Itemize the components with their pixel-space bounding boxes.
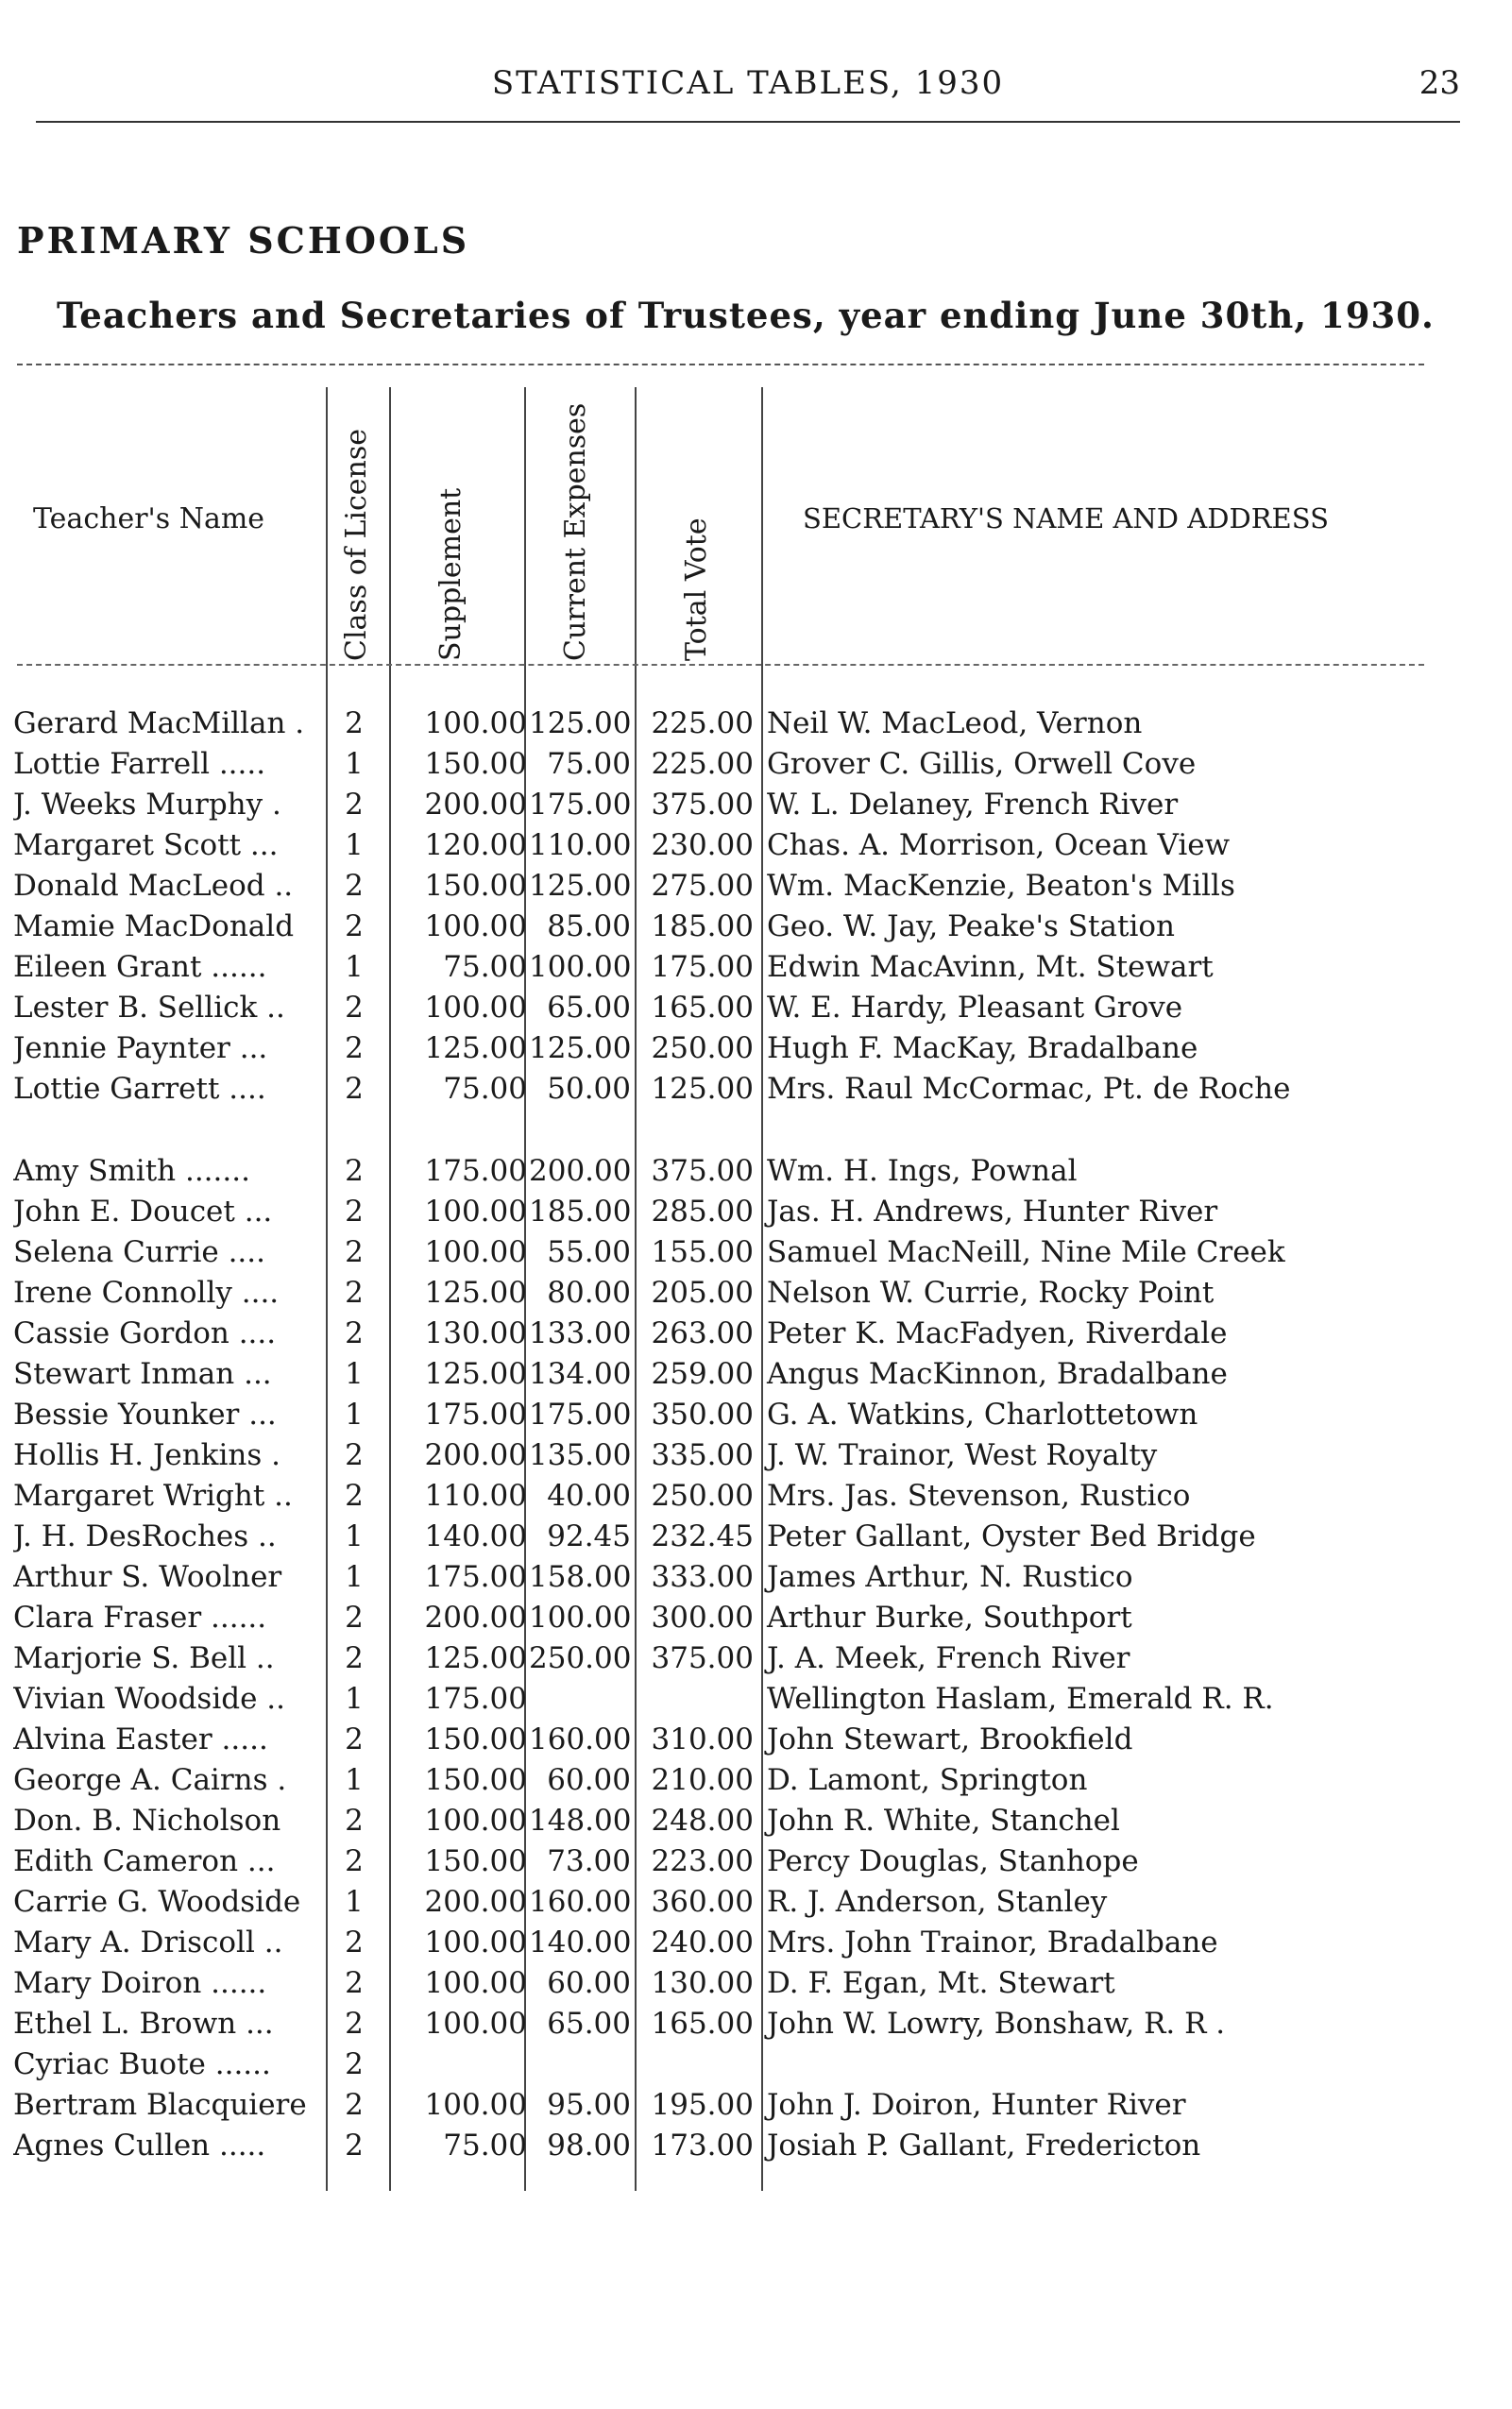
cell-total-vote: 350.00 [651,1398,754,1432]
header-teacher-name: Teacher's Name [33,502,265,535]
cell-secretary: Josiah P. Gallant, Fredericton [767,2129,1201,2163]
header-supplement: Supplement [434,487,467,661]
cell-class-of-license: 2 [345,1438,364,1472]
cell-teacher-name: Cassie Gordon .... [13,1316,277,1350]
table-row [0,1560,1512,1601]
cell-secretary: Edwin MacAvinn, Mt. Stewart [767,950,1214,984]
cell-supplement: 100.00 [424,1195,527,1229]
cell-supplement: 140.00 [424,1519,527,1553]
cell-class-of-license: 2 [345,2007,364,2041]
cell-supplement: 100.00 [424,1966,527,2000]
cell-supplement: 100.00 [424,1804,527,1838]
cell-secretary: John Stewart, Brookfield [767,1722,1133,1756]
cell-supplement: 200.00 [424,788,527,822]
cell-current-expenses: 80.00 [547,1276,631,1310]
cell-current-expenses: 135.00 [529,1438,632,1472]
table-row [0,1844,1512,1885]
cell-total-vote: 173.00 [651,2129,754,2163]
cell-secretary: Arthur Burke, Southport [767,1601,1132,1635]
cell-class-of-license: 2 [345,1804,364,1838]
cell-class-of-license: 1 [345,828,364,862]
cell-total-vote: 360.00 [651,1885,754,1919]
cell-class-of-license: 1 [345,1398,364,1432]
cell-class-of-license: 2 [345,1601,364,1635]
cell-secretary: Jas. H. Andrews, Hunter River [767,1195,1218,1229]
cell-supplement: 125.00 [424,1031,527,1065]
cell-class-of-license: 1 [345,1357,364,1391]
table-row [0,828,1512,869]
cell-supplement: 125.00 [424,1276,527,1310]
cell-total-vote: 165.00 [651,2007,754,2041]
cell-class-of-license: 2 [345,1072,364,1106]
cell-current-expenses: 92.45 [547,1519,631,1553]
cell-secretary: Neil W. MacLeod, Vernon [767,706,1143,740]
cell-total-vote: 248.00 [651,1804,754,1838]
cell-supplement: 150.00 [424,1722,527,1756]
table-row [0,1398,1512,1438]
cell-supplement: 175.00 [424,1398,527,1432]
cell-teacher-name: Amy Smith ....... [13,1154,250,1188]
cell-current-expenses: 160.00 [529,1722,632,1756]
table-row [0,1154,1512,1195]
cell-current-expenses: 250.00 [529,1641,632,1675]
cell-class-of-license: 2 [345,1235,364,1269]
cell-current-expenses: 110.00 [529,828,632,862]
cell-teacher-name: Hollis H. Jenkins . [13,1438,280,1472]
cell-supplement: 150.00 [424,869,527,903]
cell-current-expenses: 65.00 [547,991,631,1025]
cell-current-expenses: 65.00 [547,2007,631,2041]
cell-total-vote: 240.00 [651,1926,754,1959]
cell-class-of-license: 2 [345,788,364,822]
cell-teacher-name: Margaret Wright .. [13,1479,293,1513]
cell-supplement: 100.00 [424,1235,527,1269]
cell-current-expenses: 200.00 [529,1154,632,1188]
cell-teacher-name: Alvina Easter ..... [13,1722,268,1756]
cell-secretary: John R. White, Stanchel [767,1804,1120,1838]
cell-secretary: Peter K. MacFadyen, Riverdale [767,1316,1228,1350]
cell-supplement: 100.00 [424,2007,527,2041]
table-row [0,1031,1512,1072]
cell-total-vote: 205.00 [651,1276,754,1310]
cell-secretary: W. E. Hardy, Pleasant Grove [767,991,1183,1025]
table-row [0,1966,1512,2007]
cell-current-expenses: 175.00 [529,1398,632,1432]
cell-class-of-license: 2 [345,1031,364,1065]
cell-teacher-name: Gerard MacMillan . [13,706,305,740]
cell-total-vote: 250.00 [651,1031,754,1065]
cell-secretary: D. Lamont, Springton [767,1763,1088,1797]
cell-total-vote: 195.00 [651,2088,754,2122]
cell-secretary: James Arthur, N. Rustico [767,1560,1133,1594]
cell-teacher-name: George A. Cairns . [13,1763,287,1797]
cell-total-vote: 335.00 [651,1438,754,1472]
header-class-of-license: Class of License [340,428,373,661]
cell-supplement: 150.00 [424,1844,527,1878]
cell-supplement: 110.00 [424,1479,527,1513]
cell-class-of-license: 1 [345,1885,364,1919]
cell-class-of-license: 2 [345,1479,364,1513]
cell-teacher-name: Lottie Farrell ..... [13,747,266,781]
cell-current-expenses: 98.00 [547,2129,631,2163]
cell-total-vote: 125.00 [651,1072,754,1106]
cell-secretary: John W. Lowry, Bonshaw, R. R . [767,2007,1226,2041]
cell-total-vote: 310.00 [651,1722,754,1756]
cell-supplement: 150.00 [424,1763,527,1797]
cell-current-expenses: 175.00 [529,788,632,822]
cell-class-of-license: 2 [345,909,364,943]
cell-teacher-name: Stewart Inman ... [13,1357,272,1391]
table-row [0,950,1512,991]
cell-supplement: 100.00 [424,909,527,943]
cell-teacher-name: Eileen Grant ...... [13,950,267,984]
cell-class-of-license: 1 [345,1519,364,1553]
table-row [0,1316,1512,1357]
cell-supplement: 120.00 [424,828,527,862]
cell-teacher-name: Bertram Blacquiere [13,2088,307,2122]
table-row [0,1682,1512,1722]
cell-total-vote: 285.00 [651,1195,754,1229]
header-total-vote: Total Vote [680,517,713,661]
cell-class-of-license: 2 [345,1722,364,1756]
cell-secretary: Hugh F. MacKay, Bradalbane [767,1031,1198,1065]
cell-teacher-name: Lottie Garrett .... [13,1072,266,1106]
cell-current-expenses: 60.00 [547,1763,631,1797]
cell-secretary: G. A. Watkins, Charlottetown [767,1398,1198,1432]
cell-teacher-name: Don. B. Nicholson [13,1804,281,1838]
cell-class-of-license: 2 [345,1844,364,1878]
cell-supplement: 200.00 [424,1885,527,1919]
cell-teacher-name: Selena Currie .... [13,1235,265,1269]
cell-total-vote: 263.00 [651,1316,754,1350]
table-row [0,1479,1512,1519]
table-row [0,991,1512,1031]
header-rule [36,121,1460,123]
table-row [0,1885,1512,1926]
cell-current-expenses: 140.00 [529,1926,632,1959]
cell-secretary: Geo. W. Jay, Peake's Station [767,909,1175,943]
table-row [0,1235,1512,1276]
cell-current-expenses: 40.00 [547,1479,631,1513]
cell-secretary: Mrs. John Trainor, Bradalbane [767,1926,1218,1959]
cell-total-vote: 259.00 [651,1357,754,1391]
cell-total-vote: 375.00 [651,788,754,822]
cell-total-vote: 230.00 [651,828,754,862]
cell-teacher-name: J. Weeks Murphy . [13,788,281,822]
cell-supplement: 130.00 [424,1316,527,1350]
cell-teacher-name: Arthur S. Woolner [13,1560,282,1594]
cell-total-vote: 275.00 [651,869,754,903]
cell-class-of-license: 2 [345,1195,364,1229]
cell-class-of-license: 1 [345,950,364,984]
table-row [0,1641,1512,1682]
cell-secretary: D. F. Egan, Mt. Stewart [767,1966,1115,2000]
cell-teacher-name: Mary A. Driscoll .. [13,1926,283,1959]
cell-supplement: 125.00 [424,1641,527,1675]
cell-total-vote: 210.00 [651,1763,754,1797]
cell-current-expenses: 160.00 [529,1885,632,1919]
cell-secretary: Grover C. Gillis, Orwell Cove [767,747,1197,781]
cell-teacher-name: Marjorie S. Bell .. [13,1641,275,1675]
page-number: 23 [1419,64,1460,102]
cell-secretary: Wm. H. Ings, Pownal [767,1154,1078,1188]
cell-teacher-name: Clara Fraser ...... [13,1601,267,1635]
cell-supplement: 125.00 [424,1357,527,1391]
cell-supplement: 150.00 [424,747,527,781]
cell-supplement: 175.00 [424,1154,527,1188]
cell-current-expenses: 85.00 [547,909,631,943]
table-row [0,2129,1512,2169]
cell-teacher-name: Bessie Younker ... [13,1398,277,1432]
cell-total-vote: 250.00 [651,1479,754,1513]
table-row [0,2047,1512,2088]
cell-current-expenses: 133.00 [529,1316,632,1350]
cell-teacher-name: Mamie MacDonald [13,909,295,943]
table-top-rule [17,364,1424,365]
cell-teacher-name: Donald MacLeod .. [13,869,294,903]
cell-teacher-name: Vivian Woodside .. [13,1682,285,1716]
cell-current-expenses: 148.00 [529,1804,632,1838]
cell-current-expenses: 125.00 [529,1031,632,1065]
table-row [0,1276,1512,1316]
cell-total-vote: 300.00 [651,1601,754,1635]
cell-supplement: 200.00 [424,1601,527,1635]
cell-teacher-name: Ethel L. Brown ... [13,2007,274,2041]
cell-current-expenses: 125.00 [529,869,632,903]
cell-secretary: John J. Doiron, Hunter River [767,2088,1186,2122]
cell-class-of-license: 2 [345,2047,364,2081]
table-row [0,706,1512,747]
cell-class-of-license: 2 [345,869,364,903]
header-bottom-rule [17,664,1424,666]
cell-class-of-license: 2 [345,1926,364,1959]
cell-teacher-name: Carrie G. Woodside [13,1885,301,1919]
cell-teacher-name: John E. Doucet ... [13,1195,273,1229]
table-row [0,747,1512,788]
cell-secretary: Chas. A. Morrison, Ocean View [767,828,1231,862]
cell-secretary: Wm. MacKenzie, Beaton's Mills [767,869,1235,903]
cell-current-expenses: 100.00 [529,950,632,984]
cell-current-expenses: 60.00 [547,1966,631,2000]
cell-secretary: Peter Gallant, Oyster Bed Bridge [767,1519,1256,1553]
cell-current-expenses: 158.00 [529,1560,632,1594]
cell-teacher-name: Edith Cameron ... [13,1844,276,1878]
cell-supplement: 100.00 [424,991,527,1025]
cell-current-expenses: 95.00 [547,2088,631,2122]
cell-supplement: 75.00 [443,1072,527,1106]
cell-class-of-license: 2 [345,2088,364,2122]
table-row [0,1438,1512,1479]
cell-class-of-license: 2 [345,2129,364,2163]
cell-current-expenses: 50.00 [547,1072,631,1106]
header-secretary: SECRETARY'S NAME AND ADDRESS [803,502,1329,534]
cell-teacher-name: Margaret Scott ... [13,828,279,862]
cell-secretary: Nelson W. Currie, Rocky Point [767,1276,1215,1310]
header-current-expenses: Current Expenses [559,402,592,661]
table-row [0,1357,1512,1398]
cell-current-expenses: 134.00 [529,1357,632,1391]
table-row [0,788,1512,828]
table-row [0,2007,1512,2047]
table-row [0,1763,1512,1804]
cell-class-of-license: 1 [345,1763,364,1797]
cell-teacher-name: Cyriac Buote ...... [13,2047,271,2081]
cell-class-of-license: 2 [345,1641,364,1675]
cell-secretary: Mrs. Jas. Stevenson, Rustico [767,1479,1191,1513]
cell-total-vote: 375.00 [651,1154,754,1188]
cell-total-vote: 155.00 [651,1235,754,1269]
cell-total-vote: 130.00 [651,1966,754,2000]
cell-secretary: J. A. Meek, French River [767,1641,1130,1675]
cell-supplement: 100.00 [424,1926,527,1959]
table-row [0,909,1512,950]
cell-total-vote: 165.00 [651,991,754,1025]
cell-secretary: Mrs. Raul McCormac, Pt. de Roche [767,1072,1291,1106]
table-row [0,1072,1512,1112]
cell-total-vote: 225.00 [651,747,754,781]
cell-current-expenses: 55.00 [547,1235,631,1269]
cell-secretary: Percy Douglas, Stanhope [767,1844,1139,1878]
cell-supplement: 175.00 [424,1560,527,1594]
cell-secretary: Samuel MacNeill, Nine Mile Creek [767,1235,1285,1269]
cell-current-expenses: 73.00 [547,1844,631,1878]
cell-total-vote: 223.00 [651,1844,754,1878]
cell-class-of-license: 2 [345,706,364,740]
cell-supplement: 175.00 [424,1682,527,1716]
cell-current-expenses: 100.00 [529,1601,632,1635]
cell-total-vote: 333.00 [651,1560,754,1594]
cell-class-of-license: 1 [345,1682,364,1716]
cell-current-expenses: 185.00 [529,1195,632,1229]
cell-teacher-name: Agnes Cullen ..... [13,2129,266,2163]
running-head [36,64,1460,121]
cell-current-expenses: 125.00 [529,706,632,740]
table-row [0,1926,1512,1966]
cell-class-of-license: 1 [345,1560,364,1594]
cell-supplement: 75.00 [443,950,527,984]
cell-supplement: 100.00 [424,2088,527,2122]
table-subtitle: Teachers and Secretaries of Trustees, year ending June 30th, 1930. [57,295,1435,336]
cell-total-vote: 225.00 [651,706,754,740]
table-row [0,1601,1512,1641]
cell-total-vote: 232.45 [651,1519,754,1553]
table-row [0,2088,1512,2129]
cell-class-of-license: 2 [345,1316,364,1350]
cell-supplement: 75.00 [443,2129,527,2163]
cell-class-of-license: 2 [345,1154,364,1188]
cell-teacher-name: Jennie Paynter ... [13,1031,268,1065]
cell-total-vote: 185.00 [651,909,754,943]
cell-class-of-license: 2 [345,991,364,1025]
cell-class-of-license: 2 [345,1276,364,1310]
section-title: PRIMARY SCHOOLS [17,219,470,262]
cell-secretary: J. W. Trainor, West Royalty [767,1438,1158,1472]
cell-current-expenses: 75.00 [547,747,631,781]
cell-teacher-name: Lester B. Sellick .. [13,991,285,1025]
cell-secretary: Angus MacKinnon, Bradalbane [767,1357,1228,1391]
table-row [0,1722,1512,1763]
cell-secretary: R. J. Anderson, Stanley [767,1885,1108,1919]
cell-secretary: Wellington Haslam, Emerald R. R. [767,1682,1274,1716]
table-row [0,1804,1512,1844]
cell-supplement: 200.00 [424,1438,527,1472]
cell-teacher-name: Irene Connolly .... [13,1276,280,1310]
table-row [0,869,1512,909]
table-row [0,1519,1512,1560]
cell-secretary: W. L. Delaney, French River [767,788,1179,822]
cell-teacher-name: J. H. DesRoches .. [13,1519,277,1553]
cell-class-of-license: 2 [345,1966,364,2000]
cell-class-of-license: 1 [345,747,364,781]
cell-teacher-name: Mary Doiron ...... [13,1966,267,2000]
cell-supplement: 100.00 [424,706,527,740]
cell-total-vote: 175.00 [651,950,754,984]
running-title: STATISTICAL TABLES, 1930 [491,64,1005,102]
cell-total-vote: 375.00 [651,1641,754,1675]
table-row [0,1195,1512,1235]
